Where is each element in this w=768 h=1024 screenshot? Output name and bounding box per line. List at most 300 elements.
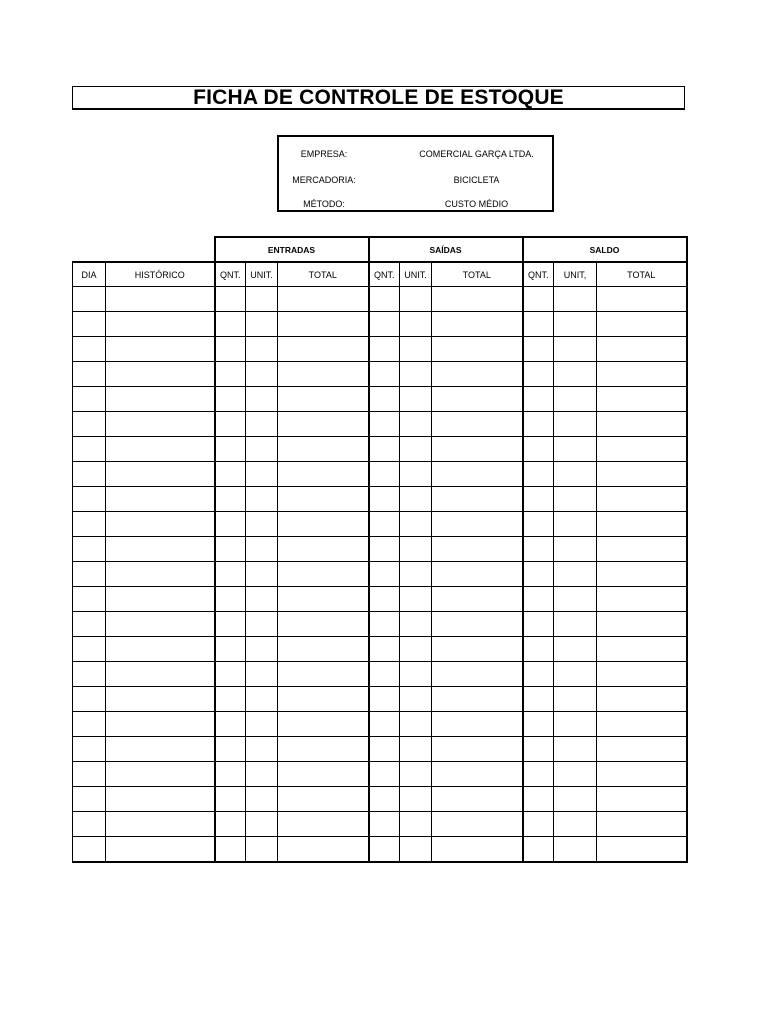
cell-saldo-total[interactable] <box>597 562 687 587</box>
cell-saldo-qnt[interactable] <box>523 312 554 337</box>
cell-saldo-qnt[interactable] <box>523 812 554 837</box>
table-row <box>73 512 687 537</box>
cell-historico[interactable] <box>106 387 215 412</box>
cell-saldo-total[interactable] <box>597 762 687 787</box>
cell-saldo-qnt[interactable] <box>523 587 554 612</box>
cell-historico[interactable] <box>106 687 215 712</box>
cell-historico[interactable] <box>106 612 215 637</box>
cell-entradas-qnt[interactable] <box>215 487 246 512</box>
table-row <box>73 462 687 487</box>
cell-dia[interactable] <box>73 712 106 737</box>
cell-saidas-qnt[interactable] <box>369 837 400 863</box>
cell-historico[interactable] <box>106 362 215 387</box>
cell-entradas-unit[interactable] <box>246 837 278 863</box>
cell-saldo-qnt[interactable] <box>523 737 554 762</box>
cell-entradas-unit[interactable] <box>246 287 278 312</box>
cell-historico[interactable] <box>106 637 215 662</box>
col-header-entradas-qnt: QNT. <box>215 262 246 287</box>
cell-saldo-total[interactable] <box>597 312 687 337</box>
cell-saldo-unit[interactable] <box>554 462 597 487</box>
cell-saldo-total[interactable] <box>597 712 687 737</box>
cell-historico[interactable] <box>106 662 215 687</box>
info-label-metodo: MÉTODO: <box>303 199 345 209</box>
cell-entradas-qnt[interactable] <box>215 437 246 462</box>
cell-dia[interactable] <box>73 312 106 337</box>
cell-historico[interactable] <box>106 837 215 863</box>
cell-entradas-unit[interactable] <box>246 437 278 462</box>
cell-entradas-qnt[interactable] <box>215 362 246 387</box>
cell-entradas-qnt[interactable] <box>215 762 246 787</box>
table-body <box>73 287 687 863</box>
cell-entradas-unit[interactable] <box>246 612 278 637</box>
cell-saldo-unit[interactable] <box>554 762 597 787</box>
cell-saidas-unit[interactable] <box>400 812 432 837</box>
cell-saldo-total[interactable] <box>597 637 687 662</box>
cell-entradas-unit[interactable] <box>246 762 278 787</box>
cell-saidas-qnt[interactable] <box>369 687 400 712</box>
cell-saidas-unit[interactable] <box>400 612 432 637</box>
cell-saldo-total[interactable] <box>597 687 687 712</box>
cell-historico[interactable] <box>106 462 215 487</box>
cell-saidas-total[interactable] <box>432 737 523 762</box>
cell-entradas-total[interactable] <box>278 412 369 437</box>
cell-entradas-qnt[interactable] <box>215 612 246 637</box>
cell-saidas-total[interactable] <box>432 762 523 787</box>
cell-entradas-total[interactable] <box>278 512 369 537</box>
table-row <box>73 712 687 737</box>
cell-saldo-total[interactable] <box>597 837 687 863</box>
col-header-saldo-qnt: QNT. <box>523 262 554 287</box>
cell-saldo-unit[interactable] <box>554 787 597 812</box>
page-title: FICHA DE CONTROLE DE ESTOQUE <box>193 85 564 109</box>
cell-entradas-unit[interactable] <box>246 512 278 537</box>
cell-saidas-qnt[interactable] <box>369 787 400 812</box>
cell-saldo-qnt[interactable] <box>523 712 554 737</box>
cell-saidas-unit[interactable] <box>400 387 432 412</box>
cell-entradas-qnt[interactable] <box>215 312 246 337</box>
cell-saldo-unit[interactable] <box>554 437 597 462</box>
cell-saldo-unit[interactable] <box>554 662 597 687</box>
cell-saidas-qnt[interactable] <box>369 462 400 487</box>
cell-saldo-total[interactable] <box>597 337 687 362</box>
table-row <box>73 437 687 462</box>
cell-saldo-unit[interactable] <box>554 387 597 412</box>
cell-saidas-total[interactable] <box>432 312 523 337</box>
cell-entradas-total[interactable] <box>278 562 369 587</box>
stock-control-table <box>72 236 688 863</box>
cell-saldo-unit[interactable] <box>554 362 597 387</box>
cell-saldo-qnt[interactable] <box>523 837 554 863</box>
cell-entradas-total[interactable] <box>278 587 369 612</box>
group-header-row <box>73 237 687 262</box>
cell-saidas-total[interactable] <box>432 562 523 587</box>
cell-saidas-total[interactable] <box>432 712 523 737</box>
cell-saidas-qnt[interactable] <box>369 737 400 762</box>
cell-entradas-unit[interactable] <box>246 662 278 687</box>
cell-saldo-unit[interactable] <box>554 737 597 762</box>
cell-dia[interactable] <box>73 787 106 812</box>
cell-saldo-unit[interactable] <box>554 337 597 362</box>
cell-historico[interactable] <box>106 487 215 512</box>
cell-saidas-qnt[interactable] <box>369 712 400 737</box>
column-header-row <box>73 262 687 287</box>
cell-saidas-total[interactable] <box>432 687 523 712</box>
cell-entradas-unit[interactable] <box>246 787 278 812</box>
cell-saldo-qnt[interactable] <box>523 512 554 537</box>
cell-saldo-unit[interactable] <box>554 712 597 737</box>
cell-saidas-total[interactable] <box>432 287 523 312</box>
table-row <box>73 387 687 412</box>
cell-entradas-total[interactable] <box>278 462 369 487</box>
table-row <box>73 612 687 637</box>
cell-saidas-qnt[interactable] <box>369 762 400 787</box>
cell-entradas-qnt[interactable] <box>215 387 246 412</box>
col-header-dia: DIA <box>73 262 106 287</box>
cell-entradas-unit[interactable] <box>246 562 278 587</box>
table-row <box>73 762 687 787</box>
cell-saidas-unit[interactable] <box>400 787 432 812</box>
cell-saldo-total[interactable] <box>597 612 687 637</box>
info-value-mercadoria: BICICLETA <box>453 175 500 185</box>
cell-dia[interactable] <box>73 387 106 412</box>
cell-saidas-total[interactable] <box>432 612 523 637</box>
cell-historico[interactable] <box>106 287 215 312</box>
cell-saidas-total[interactable] <box>432 662 523 687</box>
cell-dia[interactable] <box>73 487 106 512</box>
cell-dia[interactable] <box>73 637 106 662</box>
cell-entradas-total[interactable] <box>278 362 369 387</box>
cell-entradas-qnt[interactable] <box>215 737 246 762</box>
cell-saldo-total[interactable] <box>597 437 687 462</box>
cell-dia[interactable] <box>73 362 106 387</box>
info-row-metodo <box>279 199 552 211</box>
info-row-empresa <box>279 149 552 161</box>
cell-historico[interactable] <box>106 337 215 362</box>
table-row <box>73 562 687 587</box>
cell-saidas-total[interactable] <box>432 362 523 387</box>
cell-saldo-total[interactable] <box>597 362 687 387</box>
table-row <box>73 787 687 812</box>
cell-entradas-unit[interactable] <box>246 312 278 337</box>
cell-saidas-unit[interactable] <box>400 487 432 512</box>
cell-saldo-qnt[interactable] <box>523 387 554 412</box>
cell-entradas-qnt[interactable] <box>215 712 246 737</box>
cell-historico[interactable] <box>106 737 215 762</box>
col-header-historico: HISTÓRICO <box>106 262 215 287</box>
cell-historico[interactable] <box>106 762 215 787</box>
cell-saldo-total[interactable] <box>597 387 687 412</box>
cell-saldo-qnt[interactable] <box>523 487 554 512</box>
info-box <box>277 135 554 212</box>
cell-entradas-unit[interactable] <box>246 337 278 362</box>
cell-saidas-unit[interactable] <box>400 337 432 362</box>
cell-saidas-total[interactable] <box>432 462 523 487</box>
cell-saidas-qnt[interactable] <box>369 662 400 687</box>
cell-entradas-qnt[interactable] <box>215 812 246 837</box>
cell-saidas-unit[interactable] <box>400 587 432 612</box>
cell-saidas-unit[interactable] <box>400 462 432 487</box>
col-header-saidas-qnt: QNT. <box>369 262 400 287</box>
cell-entradas-qnt[interactable] <box>215 337 246 362</box>
cell-saldo-unit[interactable] <box>554 837 597 863</box>
cell-saldo-qnt[interactable] <box>523 362 554 387</box>
cell-saidas-qnt[interactable] <box>369 587 400 612</box>
cell-saldo-unit[interactable] <box>554 612 597 637</box>
cell-saldo-unit[interactable] <box>554 537 597 562</box>
col-header-entradas-unit: UNIT. <box>246 262 278 287</box>
cell-saidas-unit[interactable] <box>400 737 432 762</box>
cell-saidas-total[interactable] <box>432 412 523 437</box>
cell-saidas-qnt[interactable] <box>369 362 400 387</box>
cell-historico[interactable] <box>106 412 215 437</box>
cell-saldo-total[interactable] <box>597 487 687 512</box>
table-row <box>73 412 687 437</box>
cell-saldo-qnt[interactable] <box>523 637 554 662</box>
cell-saldo-unit[interactable] <box>554 687 597 712</box>
cell-historico[interactable] <box>106 587 215 612</box>
cell-entradas-total[interactable] <box>278 837 369 863</box>
cell-saldo-qnt[interactable] <box>523 462 554 487</box>
cell-saldo-qnt[interactable] <box>523 662 554 687</box>
table-row <box>73 687 687 712</box>
cell-saidas-total[interactable] <box>432 787 523 812</box>
cell-dia[interactable] <box>73 737 106 762</box>
info-label-empresa: EMPRESA: <box>300 149 348 159</box>
cell-saldo-qnt[interactable] <box>523 437 554 462</box>
cell-dia[interactable] <box>73 837 106 863</box>
cell-entradas-total[interactable] <box>278 287 369 312</box>
cell-entradas-total[interactable] <box>278 637 369 662</box>
info-label-mercadoria: MERCADORIA: <box>292 175 356 185</box>
cell-historico[interactable] <box>106 562 215 587</box>
cell-saidas-total[interactable] <box>432 337 523 362</box>
cell-saidas-unit[interactable] <box>400 762 432 787</box>
cell-saidas-unit[interactable] <box>400 687 432 712</box>
cell-saidas-unit[interactable] <box>400 437 432 462</box>
cell-entradas-total[interactable] <box>278 662 369 687</box>
cell-historico[interactable] <box>106 812 215 837</box>
cell-saldo-total[interactable] <box>597 537 687 562</box>
cell-saldo-qnt[interactable] <box>523 412 554 437</box>
cell-saidas-unit[interactable] <box>400 837 432 863</box>
cell-saidas-qnt[interactable] <box>369 387 400 412</box>
cell-saidas-unit[interactable] <box>400 312 432 337</box>
cell-entradas-qnt[interactable] <box>215 587 246 612</box>
cell-entradas-total[interactable] <box>278 387 369 412</box>
col-header-entradas-total: TOTAL <box>278 262 369 287</box>
cell-entradas-unit[interactable] <box>246 387 278 412</box>
cell-entradas-total[interactable] <box>278 712 369 737</box>
cell-saidas-qnt[interactable] <box>369 437 400 462</box>
cell-saidas-total[interactable] <box>432 512 523 537</box>
cell-saldo-unit[interactable] <box>554 587 597 612</box>
cell-entradas-unit[interactable] <box>246 637 278 662</box>
cell-saldo-qnt[interactable] <box>523 762 554 787</box>
cell-entradas-total[interactable] <box>278 437 369 462</box>
cell-entradas-qnt[interactable] <box>215 412 246 437</box>
cell-saidas-qnt[interactable] <box>369 812 400 837</box>
table-row <box>73 587 687 612</box>
title-box <box>72 86 685 110</box>
cell-saidas-total[interactable] <box>432 837 523 863</box>
cell-saidas-total[interactable] <box>432 387 523 412</box>
cell-historico[interactable] <box>106 537 215 562</box>
cell-saidas-unit[interactable] <box>400 512 432 537</box>
cell-saldo-qnt[interactable] <box>523 537 554 562</box>
cell-saldo-total[interactable] <box>597 787 687 812</box>
cell-historico[interactable] <box>106 437 215 462</box>
cell-entradas-total[interactable] <box>278 787 369 812</box>
cell-dia[interactable] <box>73 612 106 637</box>
cell-saldo-total[interactable] <box>597 512 687 537</box>
cell-entradas-qnt[interactable] <box>215 837 246 863</box>
cell-saldo-qnt[interactable] <box>523 287 554 312</box>
cell-saidas-qnt[interactable] <box>369 612 400 637</box>
cell-saidas-unit[interactable] <box>400 712 432 737</box>
group-header-saldo: SALDO <box>523 237 687 262</box>
cell-dia[interactable] <box>73 437 106 462</box>
cell-entradas-qnt[interactable] <box>215 462 246 487</box>
cell-saldo-qnt[interactable] <box>523 787 554 812</box>
cell-entradas-total[interactable] <box>278 612 369 637</box>
cell-saidas-qnt[interactable] <box>369 512 400 537</box>
cell-saldo-total[interactable] <box>597 812 687 837</box>
table-row <box>73 487 687 512</box>
cell-saldo-unit[interactable] <box>554 312 597 337</box>
info-value-empresa: COMERCIAL GARÇA LTDA. <box>419 149 534 159</box>
cell-entradas-total[interactable] <box>278 737 369 762</box>
cell-saldo-qnt[interactable] <box>523 337 554 362</box>
cell-saldo-unit[interactable] <box>554 637 597 662</box>
cell-saidas-unit[interactable] <box>400 662 432 687</box>
cell-entradas-unit[interactable] <box>246 587 278 612</box>
cell-saldo-total[interactable] <box>597 412 687 437</box>
cell-entradas-unit[interactable] <box>246 487 278 512</box>
cell-saidas-qnt[interactable] <box>369 412 400 437</box>
cell-historico[interactable] <box>106 512 215 537</box>
table-row <box>73 537 687 562</box>
cell-saidas-unit[interactable] <box>400 562 432 587</box>
cell-saidas-qnt[interactable] <box>369 337 400 362</box>
cell-saldo-total[interactable] <box>597 587 687 612</box>
cell-dia[interactable] <box>73 812 106 837</box>
cell-dia[interactable] <box>73 287 106 312</box>
cell-entradas-qnt[interactable] <box>215 287 246 312</box>
cell-saldo-unit[interactable] <box>554 287 597 312</box>
cell-saldo-total[interactable] <box>597 737 687 762</box>
cell-dia[interactable] <box>73 762 106 787</box>
cell-saidas-total[interactable] <box>432 487 523 512</box>
cell-saidas-qnt[interactable] <box>369 312 400 337</box>
cell-entradas-qnt[interactable] <box>215 562 246 587</box>
cell-dia[interactable] <box>73 462 106 487</box>
cell-entradas-total[interactable] <box>278 762 369 787</box>
cell-dia[interactable] <box>73 687 106 712</box>
cell-entradas-qnt[interactable] <box>215 637 246 662</box>
cell-entradas-qnt[interactable] <box>215 662 246 687</box>
info-value-metodo: CUSTO MÉDIO <box>444 199 509 209</box>
cell-entradas-total[interactable] <box>278 812 369 837</box>
cell-saldo-qnt[interactable] <box>523 562 554 587</box>
cell-saidas-qnt[interactable] <box>369 562 400 587</box>
cell-saidas-unit[interactable] <box>400 412 432 437</box>
cell-saidas-unit[interactable] <box>400 287 432 312</box>
cell-entradas-total[interactable] <box>278 337 369 362</box>
cell-saldo-unit[interactable] <box>554 412 597 437</box>
cell-entradas-unit[interactable] <box>246 687 278 712</box>
cell-dia[interactable] <box>73 412 106 437</box>
cell-entradas-unit[interactable] <box>246 462 278 487</box>
cell-saidas-qnt[interactable] <box>369 287 400 312</box>
cell-dia[interactable] <box>73 562 106 587</box>
cell-saidas-unit[interactable] <box>400 637 432 662</box>
cell-entradas-total[interactable] <box>278 687 369 712</box>
group-header-entradas: ENTRADAS <box>215 237 369 262</box>
cell-saldo-unit[interactable] <box>554 512 597 537</box>
cell-historico[interactable] <box>106 787 215 812</box>
table-row <box>73 812 687 837</box>
cell-saidas-total[interactable] <box>432 587 523 612</box>
col-header-saidas-unit: UNIT. <box>400 262 432 287</box>
cell-entradas-unit[interactable] <box>246 737 278 762</box>
blank-corner <box>73 237 215 262</box>
cell-saldo-qnt[interactable] <box>523 687 554 712</box>
cell-entradas-unit[interactable] <box>246 812 278 837</box>
cell-saidas-qnt[interactable] <box>369 537 400 562</box>
table-row <box>73 837 687 863</box>
table-row <box>73 637 687 662</box>
cell-saldo-total[interactable] <box>597 662 687 687</box>
cell-historico[interactable] <box>106 712 215 737</box>
cell-dia[interactable] <box>73 537 106 562</box>
cell-dia[interactable] <box>73 512 106 537</box>
cell-saldo-unit[interactable] <box>554 487 597 512</box>
cell-saldo-total[interactable] <box>597 462 687 487</box>
cell-saidas-unit[interactable] <box>400 362 432 387</box>
cell-dia[interactable] <box>73 587 106 612</box>
cell-entradas-qnt[interactable] <box>215 787 246 812</box>
table-row <box>73 337 687 362</box>
cell-saidas-qnt[interactable] <box>369 637 400 662</box>
cell-entradas-qnt[interactable] <box>215 687 246 712</box>
cell-saldo-unit[interactable] <box>554 812 597 837</box>
cell-entradas-qnt[interactable] <box>215 537 246 562</box>
cell-saldo-qnt[interactable] <box>523 612 554 637</box>
cell-saidas-total[interactable] <box>432 637 523 662</box>
col-header-saldo-unit: UNIT, <box>554 262 597 287</box>
cell-historico[interactable] <box>106 312 215 337</box>
cell-saidas-total[interactable] <box>432 812 523 837</box>
cell-saidas-qnt[interactable] <box>369 487 400 512</box>
cell-saidas-total[interactable] <box>432 437 523 462</box>
cell-entradas-total[interactable] <box>278 537 369 562</box>
cell-saldo-total[interactable] <box>597 287 687 312</box>
cell-saidas-unit[interactable] <box>400 537 432 562</box>
cell-entradas-unit[interactable] <box>246 712 278 737</box>
cell-saldo-unit[interactable] <box>554 562 597 587</box>
cell-entradas-unit[interactable] <box>246 362 278 387</box>
col-header-saldo-total: TOTAL <box>597 262 687 287</box>
cell-dia[interactable] <box>73 662 106 687</box>
table-row <box>73 737 687 762</box>
cell-saidas-total[interactable] <box>432 537 523 562</box>
cell-entradas-unit[interactable] <box>246 412 278 437</box>
cell-entradas-total[interactable] <box>278 487 369 512</box>
cell-dia[interactable] <box>73 337 106 362</box>
cell-entradas-unit[interactable] <box>246 537 278 562</box>
cell-entradas-total[interactable] <box>278 312 369 337</box>
cell-entradas-qnt[interactable] <box>215 512 246 537</box>
